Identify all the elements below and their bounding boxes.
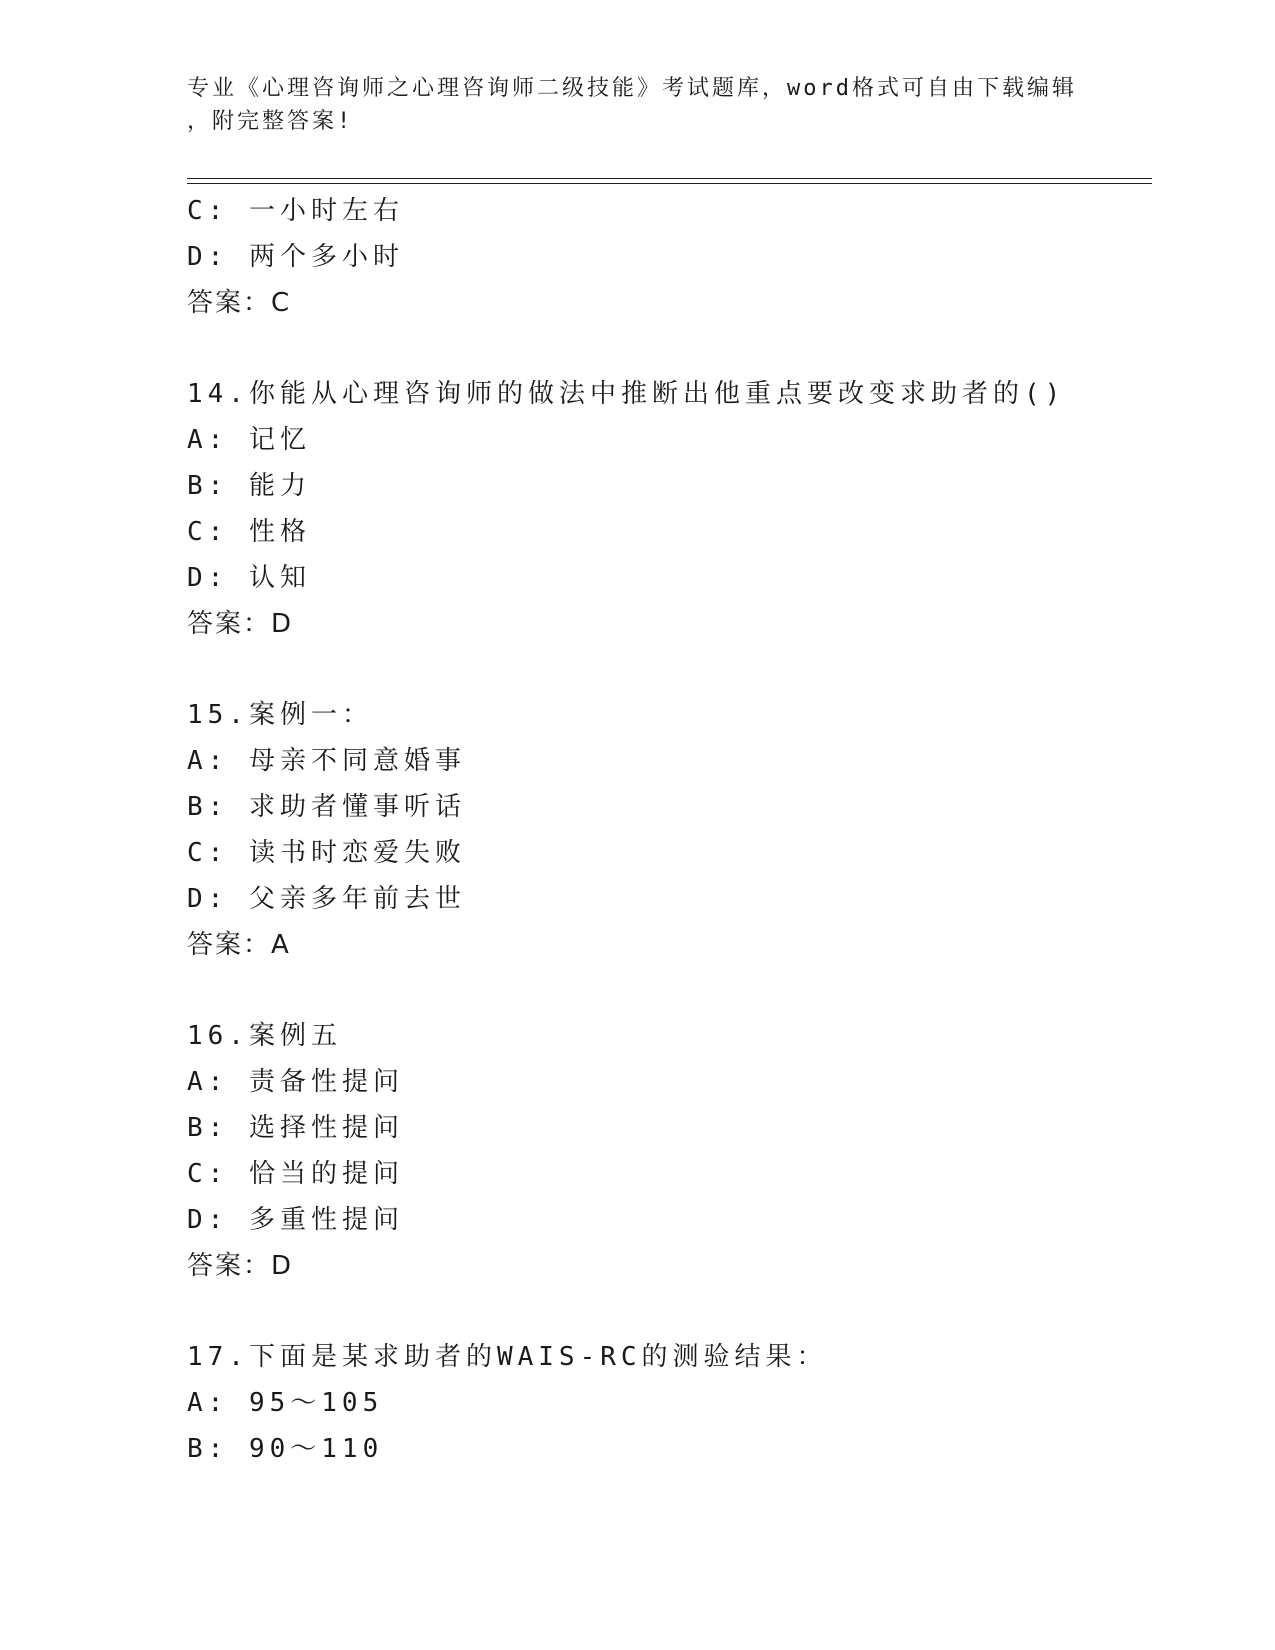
document-header [187, 72, 1087, 138]
option-c: C: 一小时左右 [187, 196, 404, 226]
option-a: A: 母亲不同意婚事 [187, 746, 466, 776]
option-b: B: 求助者懂事听话 [187, 792, 466, 822]
answer-line: 答案：D [187, 609, 294, 639]
question-text: 17.下面是某求助者的WAIS-RC的测验结果： [187, 1342, 828, 1372]
answer-line: 答案：C [187, 288, 292, 318]
option-d: D: 父亲多年前去世 [187, 884, 466, 914]
header-line-2: ，附完整答案! [187, 109, 354, 134]
question-text: 14.你能从心理咨询师的做法中推断出他重点要改变求助者的() [187, 379, 1066, 409]
answer-line: 答案：A [187, 930, 291, 960]
option-a: A: 记忆 [187, 425, 311, 455]
option-b: B: 能力 [187, 471, 311, 501]
option-a: A: 95～105 [187, 1388, 384, 1418]
header-line-1: 专业《心理咨询师之心理咨询师二级技能》考试题库，word格式可自由下载编辑 [187, 76, 1077, 101]
option-b: B: 90～110 [187, 1434, 384, 1464]
question-block-17 [187, 1334, 1152, 1472]
answer-line: 答案：D [187, 1251, 294, 1281]
question-text: 16.案例五 [187, 1021, 342, 1051]
option-b: B: 选择性提问 [187, 1113, 404, 1143]
header-divider-top [187, 178, 1152, 179]
question-block-16 [187, 1013, 1152, 1289]
header-divider-bottom [187, 183, 1152, 184]
question-block-13-continued [187, 188, 1152, 326]
option-d: D: 两个多小时 [187, 242, 404, 272]
option-c: C: 性格 [187, 517, 311, 547]
question-list [187, 188, 1152, 1472]
question-text: 15.案例一： [187, 700, 373, 730]
question-block-15 [187, 692, 1152, 968]
option-d: D: 多重性提问 [187, 1205, 404, 1235]
option-d: D: 认知 [187, 563, 311, 593]
option-c: C: 读书时恋爱失败 [187, 838, 466, 868]
option-a: A: 责备性提问 [187, 1067, 404, 1097]
option-c: C: 恰当的提问 [187, 1159, 404, 1189]
question-block-14 [187, 371, 1152, 647]
